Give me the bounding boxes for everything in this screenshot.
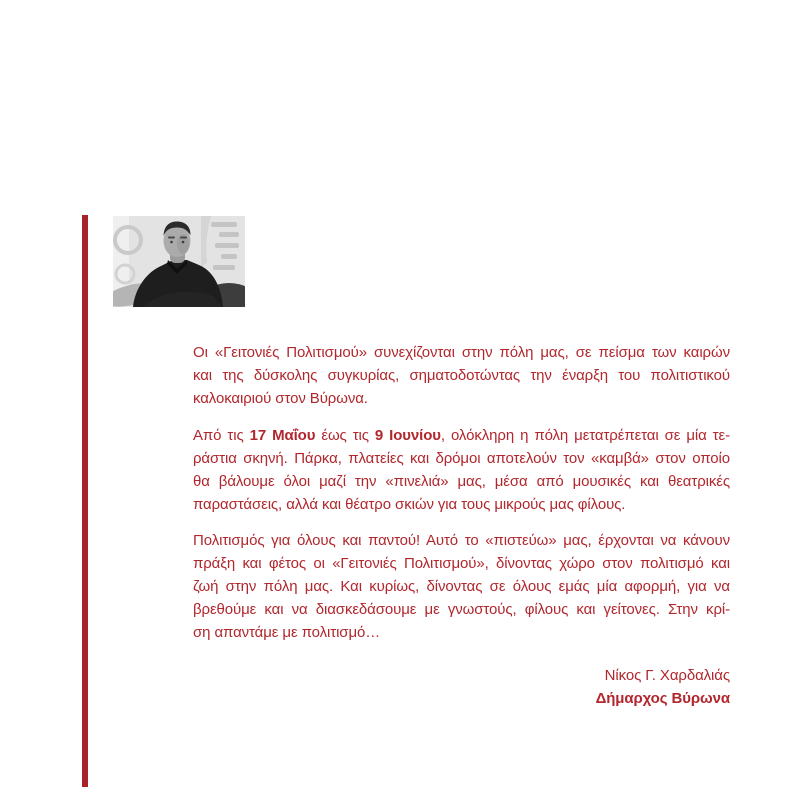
text-line: ση απαντάμε με πολιτισμό… <box>193 624 381 641</box>
paragraph-1 <box>193 341 730 410</box>
red-accent-bar <box>82 215 88 787</box>
text-line: καλοκαιριού στον Βύρωνα. <box>193 390 368 407</box>
paragraph-3 <box>193 529 730 644</box>
date-start-bold: 17 Μαΐου <box>249 427 316 444</box>
text-line: πράξη και φέτος οι «Γειτονιές Πολιτισμού», δίνοντας χώρο στον πολιτισμό και <box>193 555 730 572</box>
text-line: ζωή στην πόλη μας. Και κυρίως, δίνοντας σε όλους εμάς μία αφορμή, για να <box>193 578 730 595</box>
portrait-photo <box>113 216 245 307</box>
date-end-bold: 9 Ιουνίου <box>374 427 441 444</box>
text-line: Πολιτισμός για όλους και παντού! Αυτό το «πιστεύω» μας, έρχονται να κάνουν <box>193 532 730 549</box>
text-line: βρεθούμε και να διασκεδάσουμε με γνωστούς, φίλους και γείτονες. Στην κρί- <box>193 601 730 618</box>
text-segment: Από τις <box>193 427 250 444</box>
signature-block <box>193 664 730 710</box>
signature-title: Δήμαρχος Βύρωνα <box>595 690 730 707</box>
text-segment: , ολόκληρη η πόλη μετατρέπεται σε μία τε- <box>440 427 730 444</box>
portrait-photo-graphic <box>113 216 245 307</box>
text-line: παραστάσεις, αλλά και θέατρο σκιών για τους μικρούς μας φίλους. <box>193 496 626 513</box>
text-segment: έως τις <box>315 427 375 444</box>
paragraph-2 <box>193 424 730 516</box>
text-line: και της δύσκολης συγκυρίας, σηματοδοτώντας την έναρξη του πολιτιστικού <box>193 367 730 384</box>
text-line: Οι «Γειτονιές Πολιτισμού» συνεχίζονται στην πόλη μας, σε πείσμα των καιρών <box>193 344 730 361</box>
text-line <box>193 424 730 447</box>
text-line: ράστια σκηνή. Πάρκα, πλατείες και δρόμοι αποτελούν τον «καμβά» στον οποίο <box>193 450 730 467</box>
signature-name: Νίκος Γ. Χαρδαλιάς <box>604 667 730 684</box>
text-line: θα βάλουμε όλοι μαζί την «πινελιά» μας, μέσα από μουσικές και θεατρικές <box>193 473 730 490</box>
body-text-column <box>193 341 730 710</box>
